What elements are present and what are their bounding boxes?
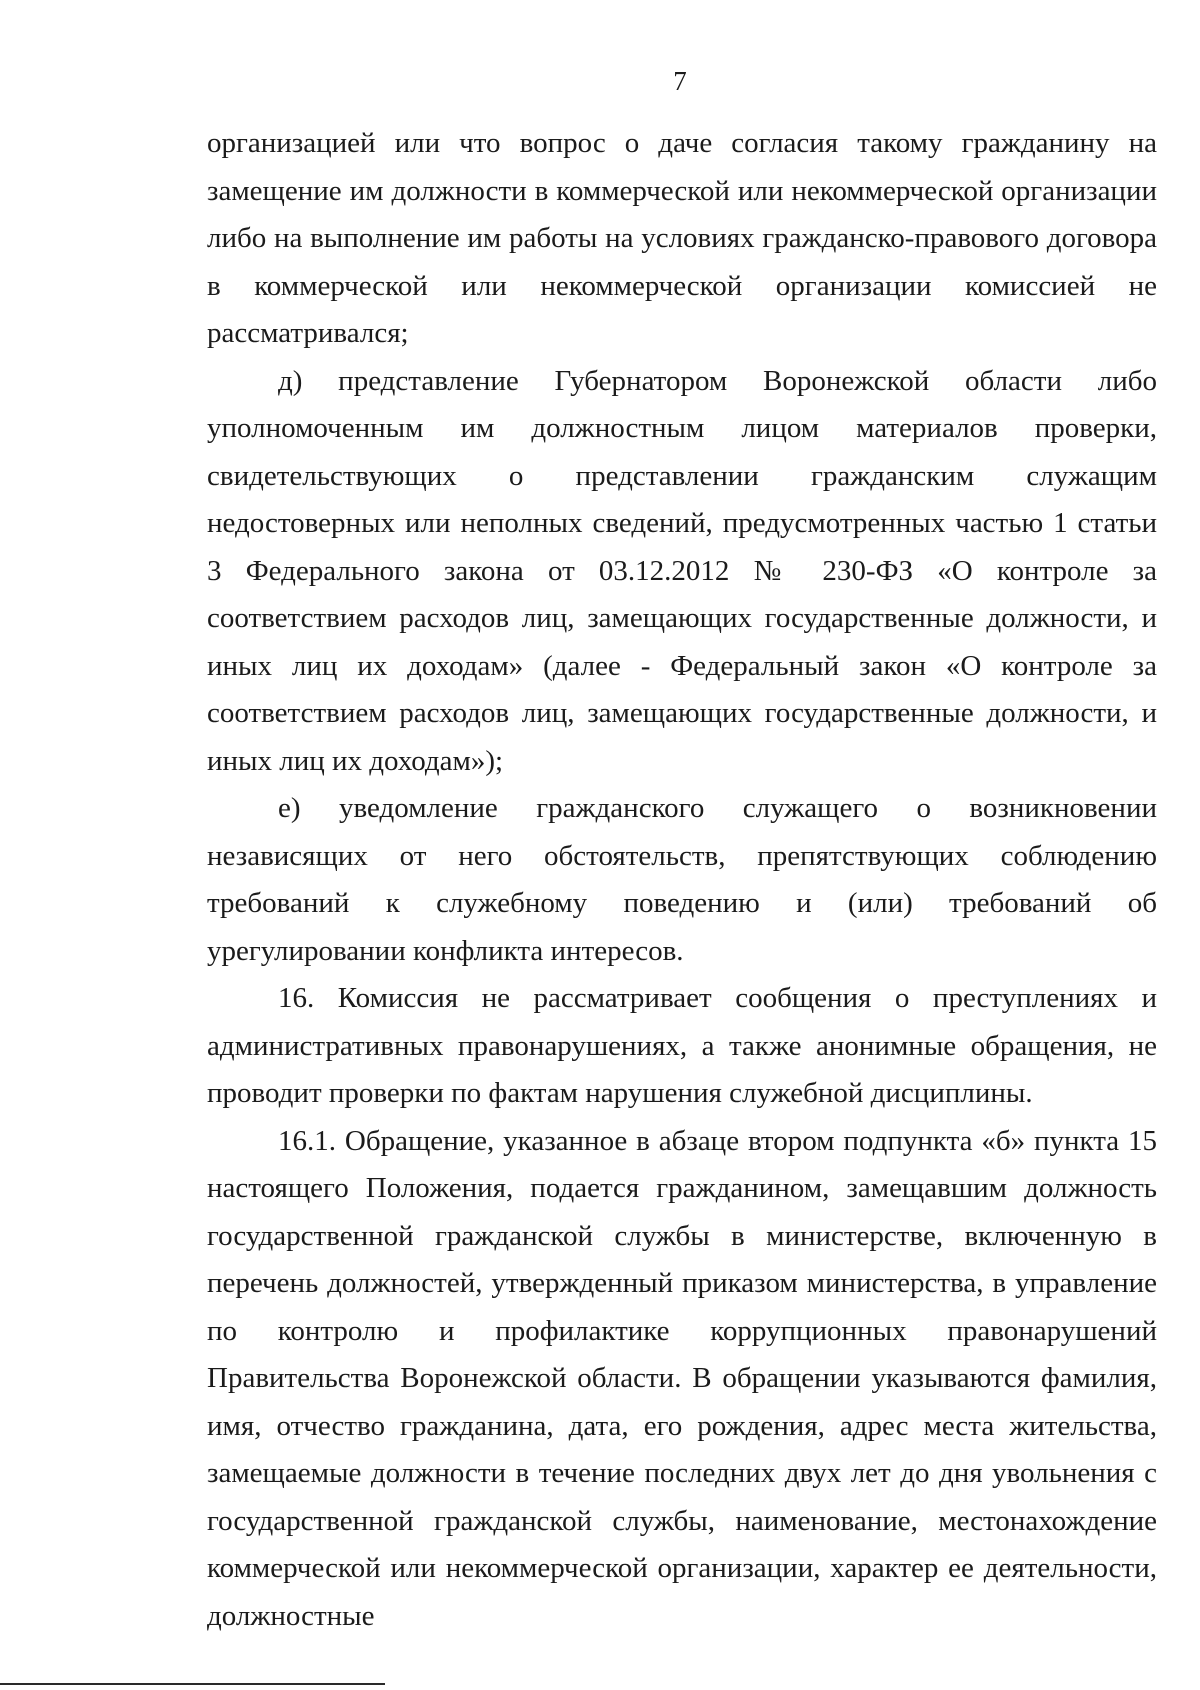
paragraph-item-d: д) представление Губернатором Воронежской области либо уполномоченным им должностным лицом материалов проверки, свидетельствующих о представлении гражданским служащим недостоверных или неполных сведений, предусмотренных частью 1 статьи 3 Федерального закона от 03.12.2012 № 230-ФЗ «О контроле за соответствием расходов лиц, замещающих государственные должности, и иных лиц их доходам» (далее - Федеральный закон «О контроле за соответствием расходов лиц, замещающих государственные должности, и иных лиц их доходам»); [207,364,1157,777]
paragraph-clause-16-1: 16.1. Обращение, указанное в абзаце втором подпункта «б» пункта 15 настоящего Положения, подается гражданином, замещавшим должность государственной гражданской службы в министерстве, включенную в перечень должностей, утвержденный приказом министерства, в управление по контролю и профилактике коррупционных правонарушений Правительства Воронежской области. В обращении указываются фамилия, имя, отчество гражданина, дата, его рождения, адрес места жительства, замещаемые должности в течение последних двух лет до дня увольнения с государственной гражданской службы, наименование, местонахождение коммерческой или некоммерческой организации, характер ее деятельности, должностные [207,1124,1157,1632]
paragraph-continuation: организацией или что вопрос о даче согласия такому гражданину на замещение им должности в коммерческой или некоммерческой организации либо на выполнение им работы на условиях гражданско-правового договора в коммерческой или некоммерческой организации комиссией не рассматривался; [207,127,1157,349]
page-bottom-rule [0,1683,385,1685]
page-number: 7 [673,66,687,96]
paragraph-clause-16: 16. Комиссия не рассматривает сообщения о преступлениях и административных правонарушениях, а также анонимные обращения, не проводит проверки по фактам нарушения служебной дисциплины. [207,982,1157,1109]
document-body [207,120,1157,1640]
paragraph-item-e: е) уведомление гражданского служащего о возникновении независящих от него обстоятельств, препятствующих соблюдению требований к служебному поведению и (или) требований об урегулировании конфликта интересов. [207,792,1157,967]
